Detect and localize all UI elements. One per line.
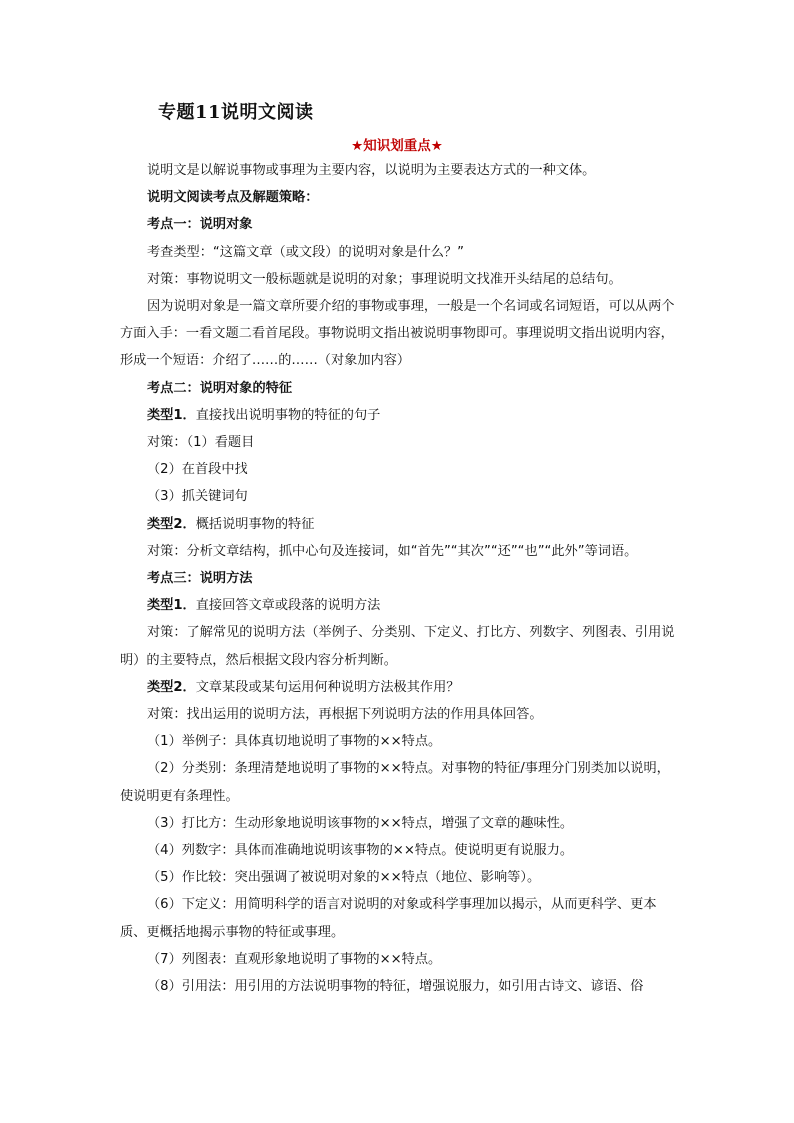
- paragraph: [120, 810, 680, 837]
- paragraph-text: 考点二：说明对象的特征: [147, 380, 293, 396]
- paragraph-text: 直接回答文章或段落的说明方法: [195, 598, 381, 614]
- section-heading: [120, 184, 680, 211]
- paragraph: [120, 402, 680, 429]
- paragraph-text: 考点一：说明对象: [147, 217, 253, 233]
- paragraph: [120, 483, 680, 510]
- paragraph: [120, 592, 680, 619]
- document-title: 专题11说明文阅读: [158, 102, 314, 123]
- paragraph-text: 说明文是以解说事物或事理为主要内容，以说明为主要表达方式的一种文体。: [147, 163, 596, 178]
- paragraph-text: 直接找出说明事物的特征的句子: [195, 407, 381, 423]
- section-heading: [120, 565, 680, 592]
- paragraph-text: （5）作比较：突出强调了被说明对象的××特点（地位、影响等）。: [147, 870, 541, 886]
- paragraph: [120, 728, 680, 755]
- paragraph: [120, 538, 680, 565]
- paragraph-text: （3）打比方：生动形象地说明该事物的××特点，增强了文章的趣味性。: [147, 815, 574, 831]
- section-heading: [120, 375, 680, 402]
- paragraph-text: （6）下定义：用简明科学的语言对说明的对象或科学事理加以揭示，从而更科学、更本质、更概括地揭示事物的特征或事理。: [120, 897, 657, 940]
- paragraph: [120, 946, 680, 973]
- paragraph-text: 对策：（1）看题目: [147, 435, 255, 451]
- paragraph: [120, 157, 680, 184]
- paragraph: [120, 511, 680, 538]
- paragraph: [120, 864, 680, 891]
- paragraph-text: 概括说明事物的特征: [195, 516, 315, 532]
- paragraph-text: 对策：事物说明文一般标题就是说明的对象；事理说明文找准开头结尾的总结句。: [147, 271, 622, 287]
- paragraph: [120, 837, 680, 864]
- paragraph: [120, 701, 680, 728]
- paragraph: [120, 973, 680, 1000]
- paragraph-text: （2）分类别：条理清楚地说明了事物的××特点。对事物的特征/事理分门别类加以说明，使说明更有条理性。: [120, 761, 670, 804]
- paragraph-text: （7）列图表：直观形象地说明了事物的××特点。: [147, 951, 442, 967]
- paragraph-text: 考查类型：“这篇文章（或文段）的说明对象是什么？”: [147, 244, 464, 260]
- type-label: 类型2．: [147, 516, 196, 532]
- paragraph: [120, 891, 680, 945]
- paragraph: [120, 755, 680, 809]
- document-body: [120, 157, 680, 1000]
- paragraph: [120, 619, 680, 673]
- paragraph: [120, 293, 680, 375]
- paragraph-text: （1）举例子：具体真切地说明了事物的××特点。: [147, 734, 442, 750]
- type-label: 类型2．: [147, 679, 196, 695]
- type-label: 类型1．: [147, 598, 196, 614]
- type-label: 类型1．: [147, 407, 196, 423]
- paragraph-text: 对策：分析文章结构，抓中心句及连接词，如“首先”“其次”“还”“也”“此外”等词语。: [147, 543, 638, 559]
- paragraph: [120, 239, 680, 266]
- paragraph-text: （8）引用法：用引用的方法说明事物的特征，增强说服力，如引用古诗文、谚语、俗: [147, 979, 644, 995]
- paragraph-text: （3）抓关键词句: [147, 489, 248, 505]
- paragraph: [120, 456, 680, 483]
- section-heading: [120, 211, 680, 238]
- paragraph: [120, 674, 680, 701]
- paragraph-text: 说明文阅读考点及解题策略：: [147, 190, 319, 206]
- section-subtitle: ★知识划重点★: [351, 138, 443, 154]
- paragraph-text: （2）在首段中找: [147, 462, 248, 478]
- paragraph: [120, 266, 680, 293]
- paragraph-text: 考点三：说明方法: [147, 571, 253, 587]
- paragraph-text: （4）列数字：具体而准确地说明该事物的××特点。使说明更有说服力。: [147, 843, 574, 859]
- paragraph-text: 因为说明对象是一篇文章所要介绍的事物或事理，一般是一个名词或名词短语，可以从两个方面入手：一看文题二看首尾段。事物说明文指出被说明事物即可。事理说明文指出说明内容，形成一个短语：介绍了……的……（对象加内容）: [120, 299, 675, 369]
- paragraph-text: 对策：找出运用的说明方法，再根据下列说明方法的作用具体回答。: [147, 707, 543, 723]
- paragraph-text: 文章某段或某句运用何种说明方法极其作用？: [195, 679, 460, 695]
- paragraph: [120, 429, 680, 456]
- paragraph-text: 对策：了解常见的说明方法（举例子、分类别、下定义、打比方、列数字、列图表、引用说明）的主要特点，然后根据文段内容分析判断。: [120, 625, 675, 668]
